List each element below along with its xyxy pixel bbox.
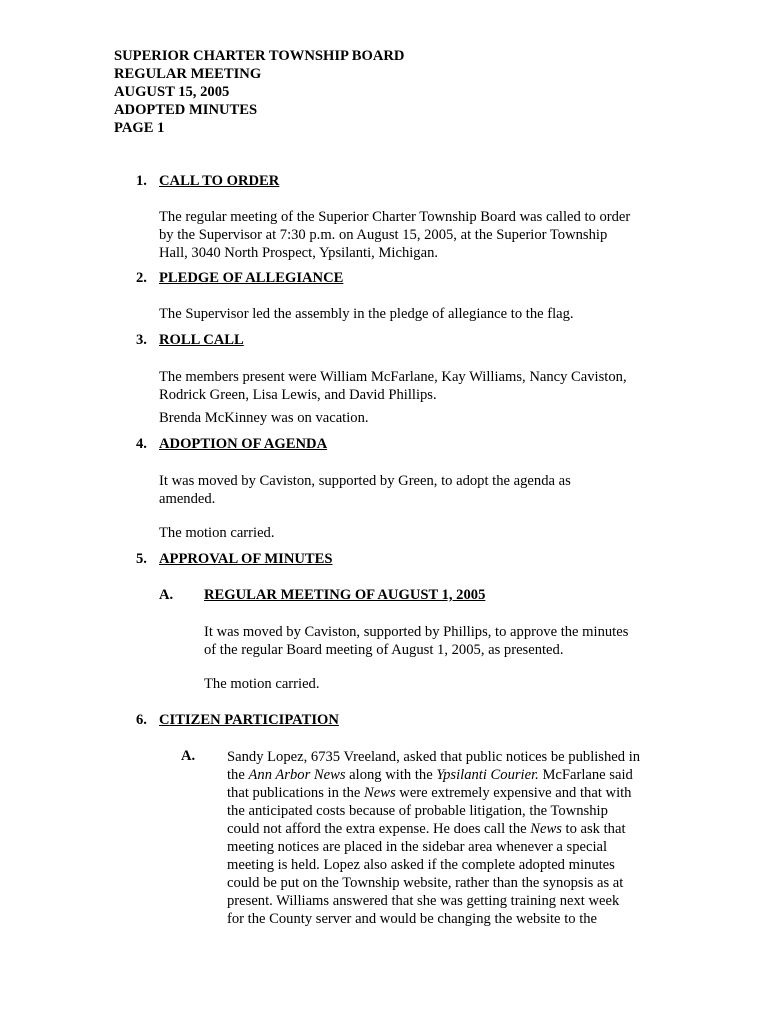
section-1-title: CALL TO ORDER [159, 173, 280, 189]
text-span: the [227, 767, 249, 783]
section-3-number: 3. [136, 332, 147, 348]
section-5-motion: The motion carried. [204, 676, 320, 692]
section-1-body [159, 208, 630, 262]
section-3-line: The members present were William McFarlane, Kay Williams, Nancy Caviston, [159, 369, 627, 385]
publication-name: News [364, 785, 396, 801]
publication-name: Ann Arbor News [248, 767, 346, 783]
text-span: along with the [345, 767, 437, 783]
section-6-line: present. Williams answered that she was getting training next week [227, 893, 620, 909]
section-6-sub-label: A. [181, 748, 196, 764]
section-6-line: Sandy Lopez, 6735 Vreeland, asked that public notices be published in [227, 749, 641, 765]
section-6-number: 6. [136, 712, 147, 728]
header-page-number: PAGE 1 [114, 120, 165, 136]
section-3-body [159, 368, 627, 404]
section-4-body [159, 472, 571, 508]
section-3-line: Rodrick Green, Lisa Lewis, and David Phillips. [159, 387, 437, 403]
section-5-title: APPROVAL OF MINUTES [159, 551, 333, 567]
section-5-number: 5. [136, 551, 147, 567]
header-board-name: SUPERIOR CHARTER TOWNSHIP BOARD [114, 48, 405, 64]
publication-name: News [530, 821, 562, 837]
section-4-motion: The motion carried. [159, 525, 275, 541]
section-1-line: Hall, 3040 North Prospect, Ypsilanti, Michigan. [159, 245, 439, 261]
section-2-title: PLEDGE OF ALLEGIANCE [159, 270, 344, 286]
section-4-title: ADOPTION OF AGENDA [159, 436, 328, 452]
section-6-body [227, 748, 640, 928]
section-1-line: The regular meeting of the Superior Charter Township Board was called to order [159, 209, 631, 225]
section-2-number: 2. [136, 270, 147, 286]
section-5-sub-title: REGULAR MEETING OF AUGUST 1, 2005 [204, 587, 486, 603]
section-3-vacation-note: Brenda McKinney was on vacation. [159, 410, 369, 426]
section-5-body [204, 623, 628, 659]
text-span: McFarlane said [538, 767, 633, 783]
header-date: AUGUST 15, 2005 [114, 84, 230, 100]
text-span: were extremely expensive and that with [395, 785, 632, 801]
section-6-line [227, 820, 640, 838]
publication-name: Ypsilanti Courier. [436, 767, 539, 783]
section-3-title: ROLL CALL [159, 332, 244, 348]
section-5-sub-label: A. [159, 587, 174, 603]
section-4-line: It was moved by Caviston, supported by Green, to adopt the agenda as [159, 473, 571, 489]
section-6-line: the anticipated costs because of probable litigation, the Township [227, 803, 608, 819]
section-4-line: amended. [159, 491, 216, 507]
section-1-number: 1. [136, 173, 147, 189]
document-header [114, 47, 404, 137]
section-6-line [227, 784, 640, 802]
header-status: ADOPTED MINUTES [114, 102, 258, 118]
section-5-line: It was moved by Caviston, supported by Phillips, to approve the minutes [204, 624, 629, 640]
section-4-number: 4. [136, 436, 147, 452]
section-6-line [227, 766, 640, 784]
section-6-line: meeting notices are placed in the sidebar area whenever a special [227, 839, 608, 855]
section-1-line: by the Supervisor at 7:30 p.m. on August 15, 2005, at the Superior Township [159, 227, 608, 243]
section-6-line: for the County server and would be changing the website to the [227, 911, 598, 927]
text-span: could not afford the extra expense. He does call the [227, 821, 531, 837]
section-6-title: CITIZEN PARTICIPATION [159, 712, 339, 728]
section-6-line: meeting is held. Lopez also asked if the complete adopted minutes [227, 857, 615, 873]
section-2-body: The Supervisor led the assembly in the pledge of allegiance to the flag. [159, 306, 574, 322]
section-6-line: could be put on the Township website, rather than the synopsis as at [227, 875, 624, 891]
text-span: that publications in the [227, 785, 364, 801]
text-span: to ask that [561, 821, 626, 837]
header-meeting-type: REGULAR MEETING [114, 66, 262, 82]
section-5-line: of the regular Board meeting of August 1, 2005, as presented. [204, 642, 564, 658]
